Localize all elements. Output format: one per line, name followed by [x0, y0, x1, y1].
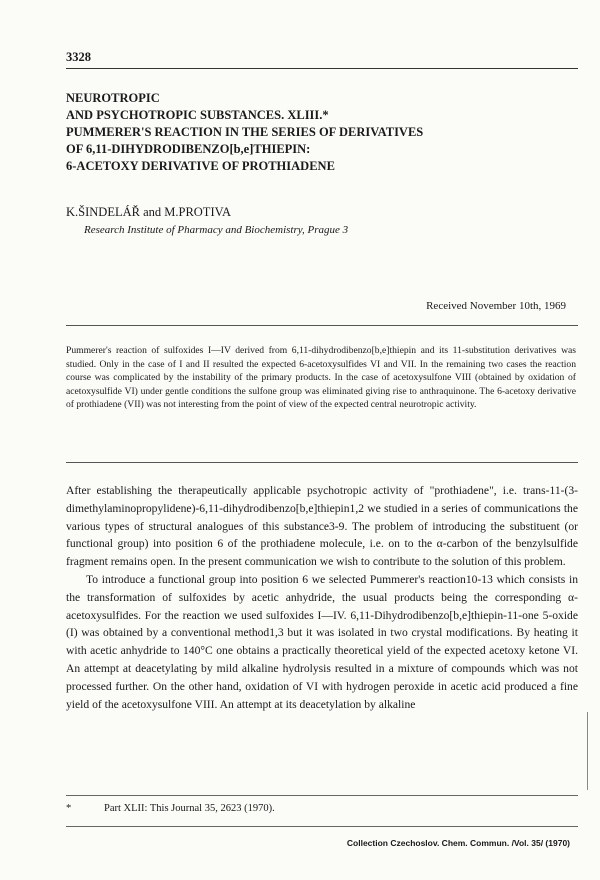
title-line: NEUROTROPIC: [66, 91, 160, 105]
footnote-marker: *: [66, 803, 72, 814]
paragraph: After establishing the therapeutically applicable psychotropic activity of "prothiadene", i.e. trans-11-(3-dimethylaminopropylidene)-6,11-dihydrodibenzo[b,e]thiepin1,2 we studied in a series of communications the various types of structural analogues of this substance3-9. The problem of introducing the substituent (or functional group) into position 6 of the prothiadene molecule, i.e. on to the α-carbon of the benzylsulfide fragment remains open. In the present communication we wish to contribute to the solution of this problem.: [66, 484, 578, 569]
abstract: Pummerer's reaction of sulfoxides I—IV derived from 6,11-dihydrodibenzo[b,e]thiepin and its 11-substitution derivatives was studied. Only in the case of I and II resulted the expected 6-acetoxysulfides VI and VII. In the remaining two cases the reaction course was complicated by the instability of the primary products. In the case of acetoxysulfone VIII (obtained by oxidation of acetoxysulfide VI) under gentle conditions the sulfone group was eliminated giving rise to anthraquinone. The 6-acetoxy derivative of prothiadene (VII) was not interesting from the point of view of the expected central neurotropic activity.: [66, 345, 576, 411]
article-title: [66, 90, 586, 175]
authors: K.ŠINDELÁŘ and M.PROTIVA: [66, 205, 232, 219]
footnote-rule: [66, 795, 578, 796]
margin-bar: [587, 712, 588, 790]
body-text: [66, 482, 578, 713]
paragraph: To introduce a functional group into position 6 we selected Pummerer's reaction10-13 which consists in the transformation of sulfoxides by acetic anhydride, the usual products being the corresponding α-acetoxysulfides. For the reaction we used sulfoxides I—IV. 6,11-Dihydrodibenzo[b,e]thiepin-11-one 5-oxide (I) was obtained by a conventional method1,3 but it was isolated in two crystal modifications. By heating it with acetic anhydride to 140°C one obtains a practically theoretical yield of the expected acetoxy ketone VI. An attempt at deacetylating by mild alkaline hydrolysis resulted in a mixture of compounds which was not processed further. On the other hand, oxidation of VI with hydrogen peroxide in acetic acid produced a fine yield of the acetoxysulfone VIII. An attempt at its deacetylation by alkaline: [66, 572, 578, 711]
journal-reference: Collection Czechoslov. Chem. Commun. /Vol. 35/ (1970): [346, 838, 570, 848]
footnote-text: Part XLII: This Journal 35, 2623 (1970).: [104, 803, 275, 814]
footnote: [66, 803, 275, 814]
affiliation: Research Institute of Pharmacy and Biochemistry, Prague 3: [84, 224, 349, 236]
title-line: 6-ACETOXY DERIVATIVE OF PROTHIADENE: [66, 159, 335, 173]
top-rule: [66, 68, 578, 69]
abstract-top-rule: [66, 325, 578, 326]
received-date: Received November 10th, 1969: [426, 300, 566, 312]
title-line: AND PSYCHOTROPIC SUBSTANCES. XLIII.*: [66, 108, 329, 122]
bottom-rule: [66, 826, 578, 827]
page-number: 3328: [66, 50, 91, 64]
abstract-bottom-rule: [66, 462, 578, 463]
title-line: OF 6,11-DIHYDRODIBENZO[b,e]THIEPIN:: [66, 142, 311, 156]
title-line: PUMMERER'S REACTION IN THE SERIES OF DERIVATIVES: [66, 125, 424, 139]
